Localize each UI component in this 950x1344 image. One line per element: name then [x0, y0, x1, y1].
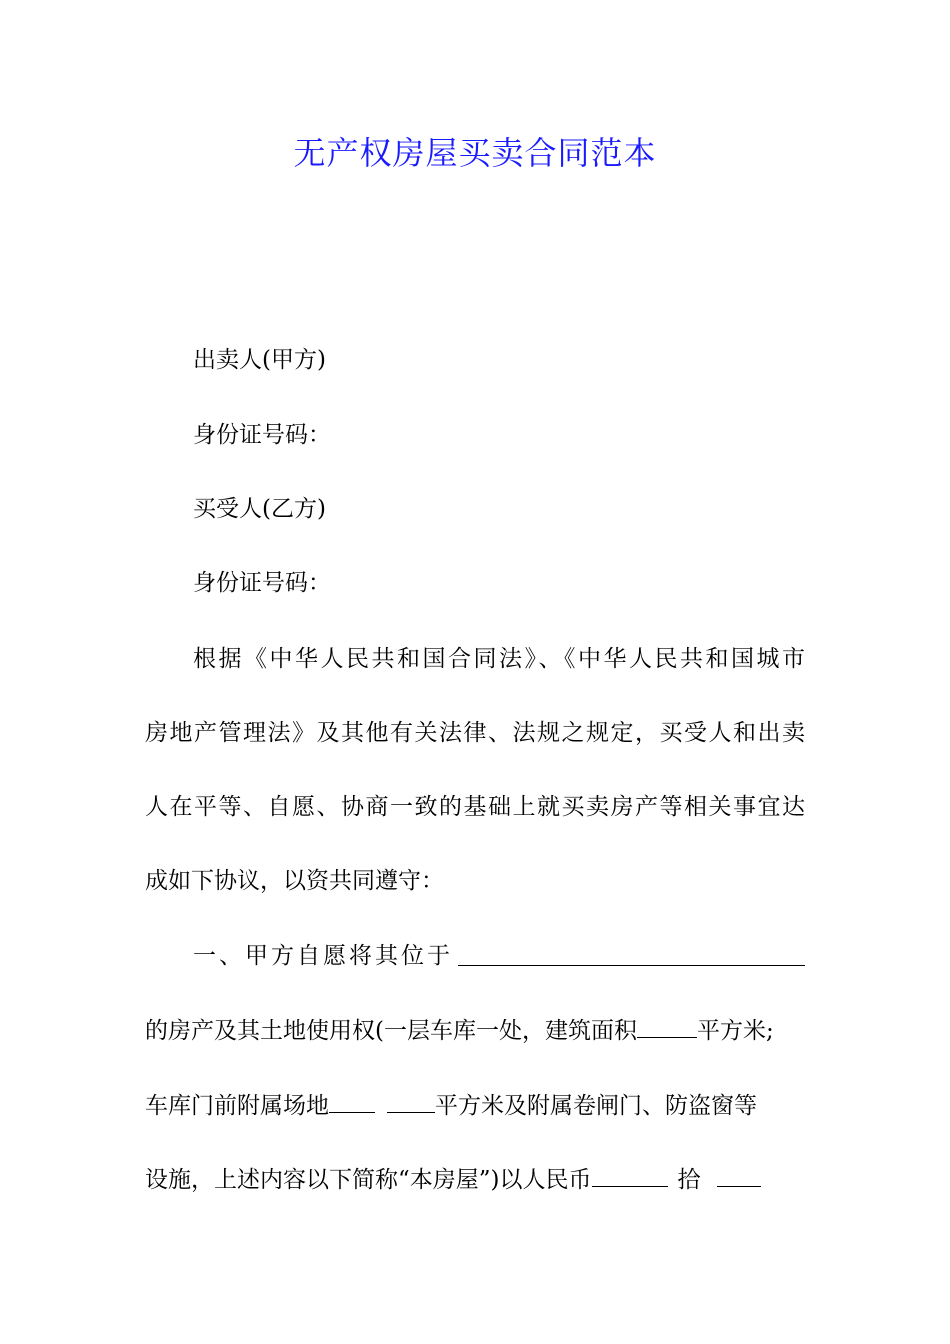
area-blank: [637, 1015, 697, 1038]
shi-text: 拾: [677, 1167, 701, 1193]
garage-front-blank-2: [387, 1090, 435, 1113]
clause-1-line-1: [193, 941, 453, 971]
preamble-line-3: 人在平等、自愿、协商一致的基础上就买卖房产等相关事宜达: [145, 794, 805, 820]
preamble-line-2: 房地产管理法》及其他有关法律、法规之规定，买受人和出卖: [145, 720, 805, 746]
preamble-line-1: 根据《中华人民共和国合同法》、《中华人民共和国城市: [193, 646, 805, 672]
clause-1-line-2: [145, 1015, 774, 1046]
property-area-text: 的房产及其土地使用权(一层车库一处，建筑面积: [145, 1018, 637, 1044]
price-blank-1: [592, 1164, 668, 1187]
sqm-unit-1: 平方米;: [696, 1018, 774, 1044]
garage-front-blank-1: [329, 1090, 375, 1113]
seller-id-label: 身份证号码：: [193, 422, 331, 448]
document-title: 无产权房屋买卖合同范本: [293, 134, 657, 172]
price-blank-2: [717, 1164, 761, 1187]
buyer-label: 买受人(乙方): [193, 496, 326, 522]
location-blank: [458, 965, 805, 966]
buyer-id-label: 身份证号码：: [193, 570, 331, 596]
seller-label: 出卖人(甲方): [193, 347, 326, 373]
clause-1-text: 一、甲方自愿将其位于: [193, 943, 453, 969]
facilities-text: 平方米及附属卷闸门、防盗窗等: [435, 1093, 757, 1119]
price-text: 设施，上述内容以下简称“本房屋”)以人民币: [145, 1167, 592, 1193]
preamble-line-4: 成如下协议，以资共同遵守：: [145, 868, 444, 894]
clause-1-line-4: [145, 1164, 761, 1195]
garage-front-text: 车库门前附属场地: [145, 1093, 329, 1119]
clause-1-line-3: [145, 1090, 757, 1121]
